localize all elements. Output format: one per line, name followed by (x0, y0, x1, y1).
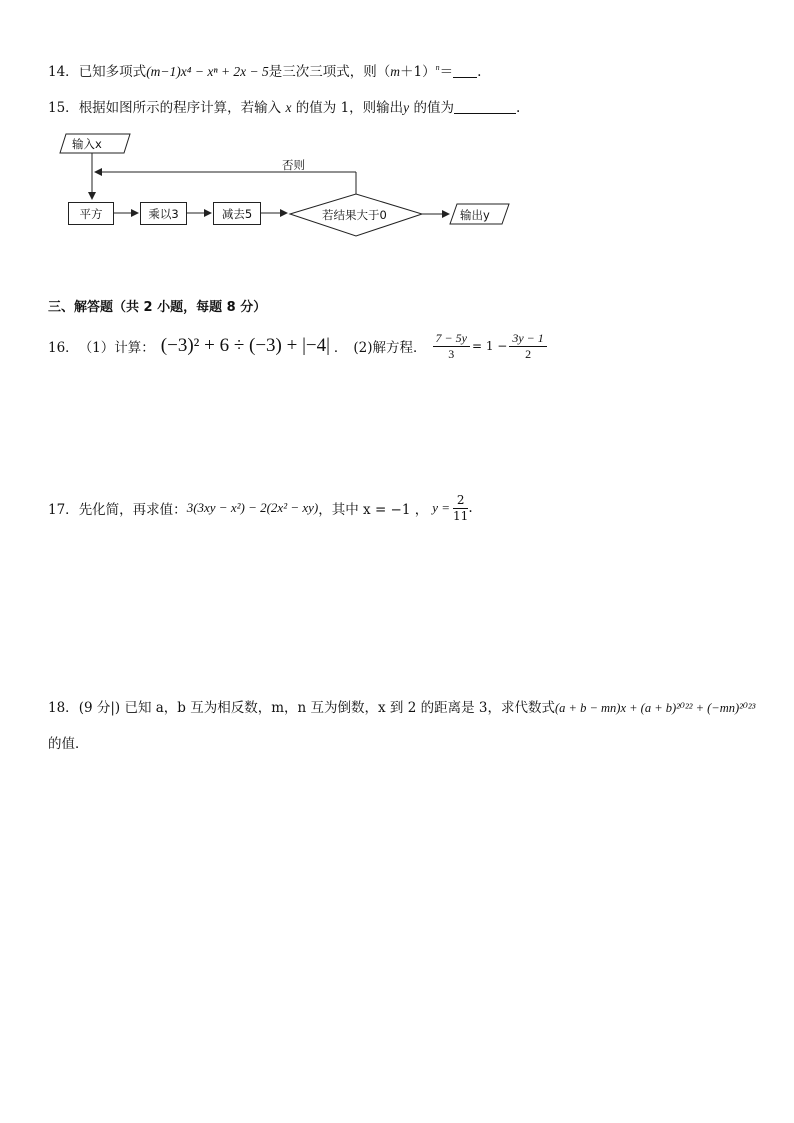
q14-m: m (390, 64, 401, 79)
q16-rhs-numerator: 3y − 1 (509, 331, 546, 347)
question-17 (48, 490, 473, 526)
q14-mid: 是三次三项式，则（ (268, 64, 391, 80)
q16-lhs-fraction (433, 331, 470, 362)
q16-lhs-denominator: 3 (448, 346, 455, 361)
q14-equals: ＝ (439, 64, 454, 80)
q15-var-x: x (285, 100, 292, 115)
q18-number: 18． (48, 700, 79, 716)
q18-text: (9 分|) 已知 a，b 互为相反数，m，n 互为倒数，x 到 2 的距离是 3，求代数式 (78, 700, 555, 716)
q15-var-y: y (403, 100, 410, 115)
q16-equals: = 1 − (471, 339, 508, 353)
q14-end: . (477, 64, 482, 80)
q17-y-denominator: 11 (453, 508, 469, 523)
question-18 (48, 696, 755, 716)
q15-text-b: 的值为 1，则输出 (291, 100, 404, 116)
q15-text-a: 根据如图所示的程序计算，若输入 (78, 100, 286, 116)
flow-input-label: 输入x (72, 137, 102, 151)
q17-condition-x: ，其中 x = −1 ， (318, 502, 429, 518)
q16-number: 16． (48, 340, 79, 356)
q16-expression: (−3)² + 6 ÷ (−3) + |−4| (160, 335, 330, 356)
q17-y-numerator: 2 (453, 493, 468, 509)
q17-end: . (468, 500, 473, 516)
q14-plus1: ＋1） (400, 64, 436, 80)
q16-rhs-fraction (509, 331, 546, 362)
q16-part1: （1）计算： (78, 340, 155, 356)
flow-output-label: 输出y (460, 208, 490, 222)
q16-part2: (2)解方程． (353, 340, 427, 356)
q14-exponent-n: n (435, 63, 440, 72)
q17-y-equals: y = (432, 500, 451, 515)
q17-number: 17． (48, 502, 79, 518)
section-3-heading: 三、解答题（共 2 小题，每题 8 分） (48, 300, 267, 315)
q16-separator: ． (333, 340, 348, 356)
q14-polynomial: (m−1)x⁴ − xⁿ + 2x − 5 (146, 64, 269, 79)
flowchart (0, 0, 794, 260)
flow-square-box: 平方 (68, 202, 114, 225)
q14-number: 14． (48, 64, 79, 80)
q15-text-c: 的值为 (409, 100, 454, 116)
q17-expression: 3(3xy − x²) − 2(2x² − xy) (186, 500, 319, 515)
q18-tail: 的值． (48, 736, 89, 752)
flow-decision-label: 若结果大于0 (322, 208, 387, 222)
q16-lhs-numerator: 7 − 5y (433, 331, 470, 347)
question-16 (48, 326, 547, 366)
q17-text: 先化简，再求值： (78, 502, 187, 518)
q15-end: . (515, 100, 521, 116)
flow-else-label: 否则 (282, 158, 305, 172)
q14-prefix: 已知多项式 (78, 64, 147, 80)
q15-number: 15． (48, 100, 79, 116)
q18-expression: (a + b − mn)x + (a + b)²⁰²² + (−mn)²⁰²³ (554, 701, 756, 715)
flow-times3-box: 乘以3 (140, 202, 187, 225)
q17-y-fraction (453, 493, 468, 524)
flowchart-lines (0, 0, 794, 260)
flow-minus5-box: 减去5 (213, 202, 261, 225)
q16-rhs-denominator: 2 (525, 346, 532, 361)
